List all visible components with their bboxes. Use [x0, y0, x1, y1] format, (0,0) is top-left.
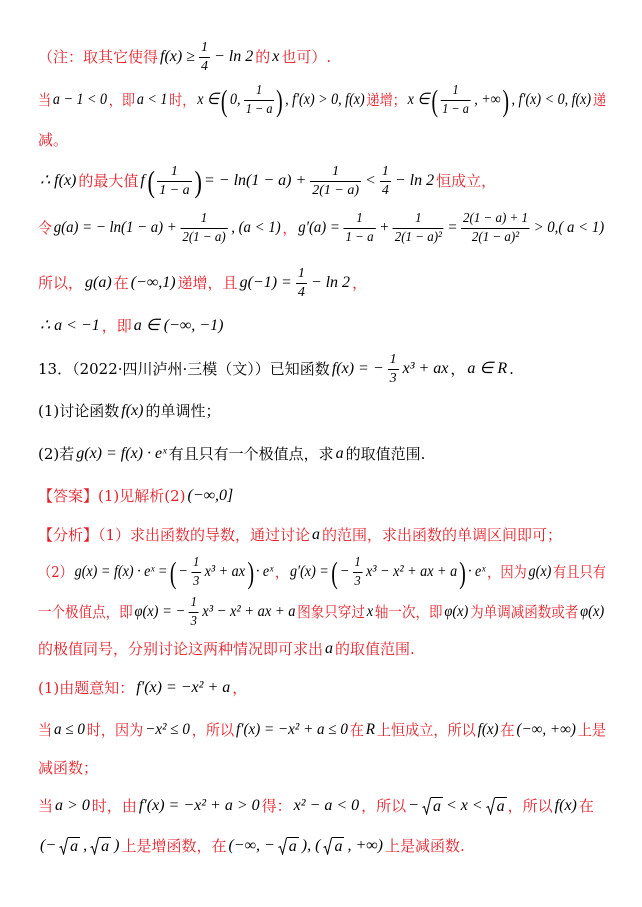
- math-expression: − ln 2: [394, 172, 435, 189]
- math-expression: g(a): [85, 274, 112, 291]
- math-expression: φ(x) = −: [134, 603, 186, 620]
- question-text: ，: [450, 360, 466, 378]
- annotation-text: 递: [592, 91, 607, 109]
- math-expression: , +∞: [474, 91, 501, 108]
- annotation-text: 在: [578, 797, 594, 815]
- annotation-text: 时，由: [91, 797, 137, 815]
- math-expression: a: [312, 526, 321, 543]
- math-expression: , (a < 1): [231, 219, 281, 236]
- radical-sign: [422, 797, 431, 815]
- large-parenthesis: (: [330, 554, 338, 590]
- large-parenthesis: ): [194, 163, 202, 199]
- fraction-numerator: 2(1 − a) + 1: [463, 210, 529, 226]
- square-root: [59, 837, 80, 855]
- annotation-text: 得：: [261, 797, 292, 815]
- math-expression: a < 1: [136, 91, 168, 108]
- square-root: [422, 797, 443, 815]
- text-line-11: [38, 474, 235, 518]
- math-expression: 0,: [229, 91, 241, 108]
- annotation-text: 的最大值: [78, 172, 139, 190]
- math-expression: ∴ a < −1: [40, 317, 100, 334]
- math-expression: f(x): [554, 797, 577, 814]
- annotation-text: 也可）.: [281, 48, 332, 66]
- annotation-text: ，: [274, 563, 289, 581]
- math-expression: a ∈ (−∞, −1): [133, 317, 224, 334]
- fraction-denominator: 4: [297, 284, 305, 300]
- annotation-text: 当: [38, 721, 53, 739]
- large-parenthesis: ): [502, 82, 510, 118]
- question-text: 13．（2022·四川泸州·三模（文））已知函数: [38, 360, 330, 378]
- fraction: [199, 40, 210, 75]
- text-line-6: [38, 261, 367, 305]
- fraction-denominator: 3: [354, 573, 361, 589]
- math-expression: (−∞,1): [130, 274, 176, 291]
- math-expression: x: [366, 603, 374, 620]
- annotation-text: 为单调减函数或者: [470, 603, 579, 621]
- radicand: a: [496, 798, 505, 815]
- annotation-text: 上是: [577, 721, 606, 739]
- annotation-text: (1)由题意知：: [38, 679, 135, 697]
- fraction-numerator: 1: [452, 82, 459, 98]
- text-line-20: [38, 824, 465, 868]
- fraction-numerator: 1: [170, 163, 178, 179]
- fraction: [157, 164, 191, 199]
- math-expression: − ln 2: [214, 48, 254, 65]
- math-expression: x³ − x² + ax + a: [365, 563, 458, 580]
- annotation-text: 的: [255, 48, 271, 66]
- large-parenthesis: (: [431, 82, 439, 118]
- annotation-text: 递增，且: [177, 274, 238, 292]
- radical-sign: [486, 797, 495, 815]
- fraction-denominator: 3: [389, 370, 397, 386]
- fraction-numerator: 1: [354, 554, 361, 570]
- annotation-text: 令: [38, 219, 52, 237]
- annotation-text: 恒成立，: [436, 172, 497, 190]
- annotation-text: ，所以: [191, 721, 235, 739]
- math-expression: <: [365, 172, 376, 189]
- fraction-denominator: 2(1 − a): [312, 182, 360, 198]
- math-expression: g′(x) =: [289, 563, 329, 580]
- annotation-text: 时，: [169, 91, 196, 109]
- math-expression: a: [335, 445, 344, 462]
- radical-sign: [323, 837, 332, 855]
- large-parenthesis: (: [221, 82, 228, 118]
- fraction-numerator: 1: [193, 554, 200, 570]
- square-root: [323, 837, 344, 855]
- fraction-denominator: 1 − a: [345, 229, 374, 245]
- math-expression: f(x) ≥: [160, 48, 195, 65]
- math-expression: x³ − x² + ax + a: [202, 603, 296, 620]
- math-expression: x ∈: [407, 91, 430, 108]
- fraction-numerator: 1: [356, 210, 363, 226]
- math-expression: · eˣ: [255, 563, 274, 580]
- question-text: 的取值范围.: [345, 445, 426, 463]
- text-line-19: [38, 784, 594, 828]
- text-line-7: [38, 304, 225, 348]
- fraction-denominator: 4: [201, 58, 208, 74]
- annotation-text: 当: [38, 91, 52, 109]
- annotation-text: 减。: [38, 131, 69, 149]
- fraction: [353, 555, 363, 590]
- math-expression: f′(x) = −x² + a: [136, 679, 231, 696]
- text-line-5: [38, 206, 606, 250]
- fraction: [388, 352, 399, 387]
- text-line-9: [38, 389, 220, 433]
- fraction: [310, 164, 361, 199]
- math-expression: g(−1) =: [239, 274, 292, 291]
- fraction-numerator: 1: [297, 265, 305, 281]
- annotation-text: 的范围，求出函数的单调区间即可；: [322, 526, 563, 544]
- annotation-text: 当: [38, 797, 54, 815]
- math-expression: R: [365, 721, 375, 738]
- text-line-8: [38, 347, 514, 391]
- radicand: a: [70, 838, 79, 855]
- annotation-text: （注：取其它使得: [38, 48, 159, 66]
- annotation-text: 在: [349, 721, 364, 739]
- radical-sign: [90, 837, 99, 855]
- math-expression: ): [114, 837, 120, 854]
- text-line-15: [38, 627, 415, 671]
- math-expression: a > 0: [55, 797, 90, 814]
- math-expression: g(x) = f(x) · eˣ =: [74, 563, 168, 580]
- text-line-16: [38, 666, 247, 710]
- annotation-text: 轴一次，即: [374, 603, 443, 621]
- math-expression: · eˣ: [468, 563, 486, 580]
- math-expression: , f′(x) > 0, f(x): [285, 91, 365, 108]
- math-expression: = − ln(1 − a) +: [203, 172, 307, 189]
- math-expression: f(x) = −: [331, 360, 384, 377]
- annotation-text: 时，因为: [86, 721, 144, 739]
- math-expression: =: [447, 219, 458, 236]
- large-parenthesis: ): [247, 554, 254, 590]
- fraction: [296, 266, 307, 301]
- math-expression: − ln 2: [310, 274, 351, 291]
- math-expression: (−∞, −: [228, 837, 275, 854]
- math-expression: ∴ f(x): [40, 172, 77, 189]
- math-expression: −: [178, 563, 188, 580]
- fraction: [181, 211, 228, 246]
- radicand: a: [432, 798, 441, 815]
- large-parenthesis: ): [459, 554, 466, 590]
- annotation-text: 图象只穿过: [297, 603, 365, 621]
- fraction-denominator: 2(1 − a): [182, 229, 226, 245]
- math-expression: f′(x) = −x² + a ≤ 0: [236, 721, 348, 738]
- math-expression: g′(a) =: [298, 219, 340, 236]
- math-expression: , +∞): [347, 837, 383, 854]
- fraction: [461, 211, 530, 246]
- fraction: [380, 164, 391, 199]
- math-expression: +: [379, 219, 390, 236]
- text-line-10: [38, 432, 425, 476]
- math-expression: x: [272, 48, 280, 65]
- math-expression: x³ + ax: [204, 563, 245, 580]
- square-root: [278, 837, 299, 855]
- math-expression: x ∈: [197, 91, 220, 108]
- annotation-text: 【答案】(1)见解析(2): [38, 487, 186, 505]
- text-line-1: [38, 35, 331, 79]
- math-expression: −: [408, 797, 419, 814]
- text-line-3: [38, 118, 68, 162]
- math-expression: a ∈ R: [467, 360, 508, 377]
- square-root: [486, 797, 507, 815]
- fraction: [344, 211, 376, 246]
- annotation-text: ，所以: [361, 797, 407, 815]
- annotation-text: 所以，: [38, 274, 84, 292]
- large-parenthesis: ): [276, 82, 283, 118]
- fraction-numerator: 1: [332, 163, 340, 179]
- question-text: 的单调性；: [145, 402, 221, 420]
- fraction: [191, 555, 201, 590]
- math-expression: ), (: [301, 837, 321, 854]
- math-expression: x² − a < 0: [293, 797, 360, 814]
- annotation-text: 上恒成立，所以: [376, 721, 476, 739]
- fraction-denominator: 3: [193, 573, 200, 589]
- math-expression: (−∞,0]: [187, 487, 234, 504]
- math-expression: g(x): [528, 563, 552, 580]
- math-expression: , f′(x) < 0, f(x): [511, 91, 592, 108]
- math-expression: f(x): [121, 402, 144, 419]
- annotation-text: 的取值范围.: [335, 640, 415, 658]
- annotation-text: 一个极值点，即: [38, 603, 133, 621]
- fraction: [244, 83, 274, 118]
- fraction-denominator: 4: [381, 182, 389, 198]
- question-text: (1)讨论函数: [38, 402, 120, 420]
- annotation-text: 递增；: [366, 91, 406, 109]
- fraction-denominator: 1 − a: [159, 182, 190, 198]
- math-expression: a − 1 < 0: [52, 91, 107, 108]
- fraction-denominator: 2(1 − a)²: [461, 228, 530, 246]
- fraction-numerator: 1: [381, 163, 389, 179]
- large-parenthesis: (: [169, 554, 177, 590]
- fraction-numerator: 1: [190, 594, 197, 610]
- radicand: a: [288, 838, 297, 855]
- math-expression: (−∞, +∞): [516, 721, 576, 738]
- square-root: [90, 837, 111, 855]
- annotation-text: ，所以: [507, 797, 553, 815]
- radicand: a: [101, 838, 110, 855]
- fraction-numerator: 1: [389, 351, 397, 367]
- annotation-text: 有且只有: [553, 563, 606, 581]
- large-parenthesis: (: [147, 163, 155, 199]
- question-text: .: [509, 360, 514, 378]
- fraction-numerator: 1: [415, 210, 422, 226]
- question-text: (2)若: [38, 445, 75, 463]
- fraction: [440, 83, 470, 118]
- annotation-text: 减函数；: [38, 759, 99, 777]
- math-expression: f′(x) = −x² + a > 0: [138, 797, 260, 814]
- text-line-4: [38, 159, 496, 203]
- annotation-text: ，即: [101, 317, 132, 335]
- annotation-text: （2）: [38, 563, 73, 581]
- math-expression: a ≤ 0: [54, 721, 85, 738]
- fraction: [189, 595, 199, 630]
- math-expression: φ(x): [444, 603, 469, 620]
- annotation-text: ，: [352, 274, 368, 292]
- fraction-denominator: 3: [190, 613, 197, 629]
- annotation-text: 上是增函数，在: [121, 837, 227, 855]
- annotation-text: 上是减函数.: [384, 837, 465, 855]
- question-text: 有且只有一个极值点，求: [168, 445, 334, 463]
- fraction-denominator: 1 − a: [245, 101, 273, 117]
- math-expression: f: [140, 172, 145, 189]
- annotation-text: 在: [113, 274, 129, 292]
- math-expression: ,: [83, 837, 88, 854]
- math-expression: (−: [40, 837, 57, 854]
- math-expression: > 0,( a < 1): [533, 219, 605, 236]
- math-expression: a: [325, 640, 334, 657]
- annotation-text: 的极值同号，分别讨论这两种情况即可求出: [38, 640, 324, 658]
- math-expression: < x <: [445, 797, 483, 814]
- annotation-text: ，因为: [487, 563, 527, 581]
- math-expression: g(a) = − ln(1 − a) +: [53, 219, 177, 236]
- text-line-13: [38, 550, 606, 594]
- fraction-denominator: 1 − a: [442, 101, 469, 117]
- annotation-text: ，: [282, 219, 297, 237]
- fraction: [393, 211, 444, 246]
- math-expression: f(x): [477, 721, 499, 738]
- radical-sign: [278, 837, 287, 855]
- math-expression: φ(x): [580, 603, 605, 620]
- fraction-denominator: 2(1 − a)²: [394, 229, 442, 245]
- annotation-text: 【分析】（1）求出函数的导数，通过讨论: [38, 526, 311, 544]
- math-expression: g(x) = f(x) · eˣ: [76, 445, 167, 462]
- math-expression: −: [339, 563, 350, 580]
- text-line-2: [38, 78, 606, 122]
- radicand: a: [334, 838, 343, 855]
- fraction-numerator: 1: [256, 82, 263, 98]
- math-expression: x³ + ax: [402, 360, 449, 377]
- math-expression: −x² ≤ 0: [145, 721, 190, 738]
- fraction-numerator: 1: [200, 210, 208, 226]
- annotation-text: 在: [500, 721, 515, 739]
- radical-sign: [59, 837, 68, 855]
- annotation-text: ，即: [108, 91, 136, 109]
- fraction-numerator: 1: [201, 39, 208, 55]
- text-line-17: [38, 708, 606, 752]
- annotation-text: ，: [232, 679, 248, 697]
